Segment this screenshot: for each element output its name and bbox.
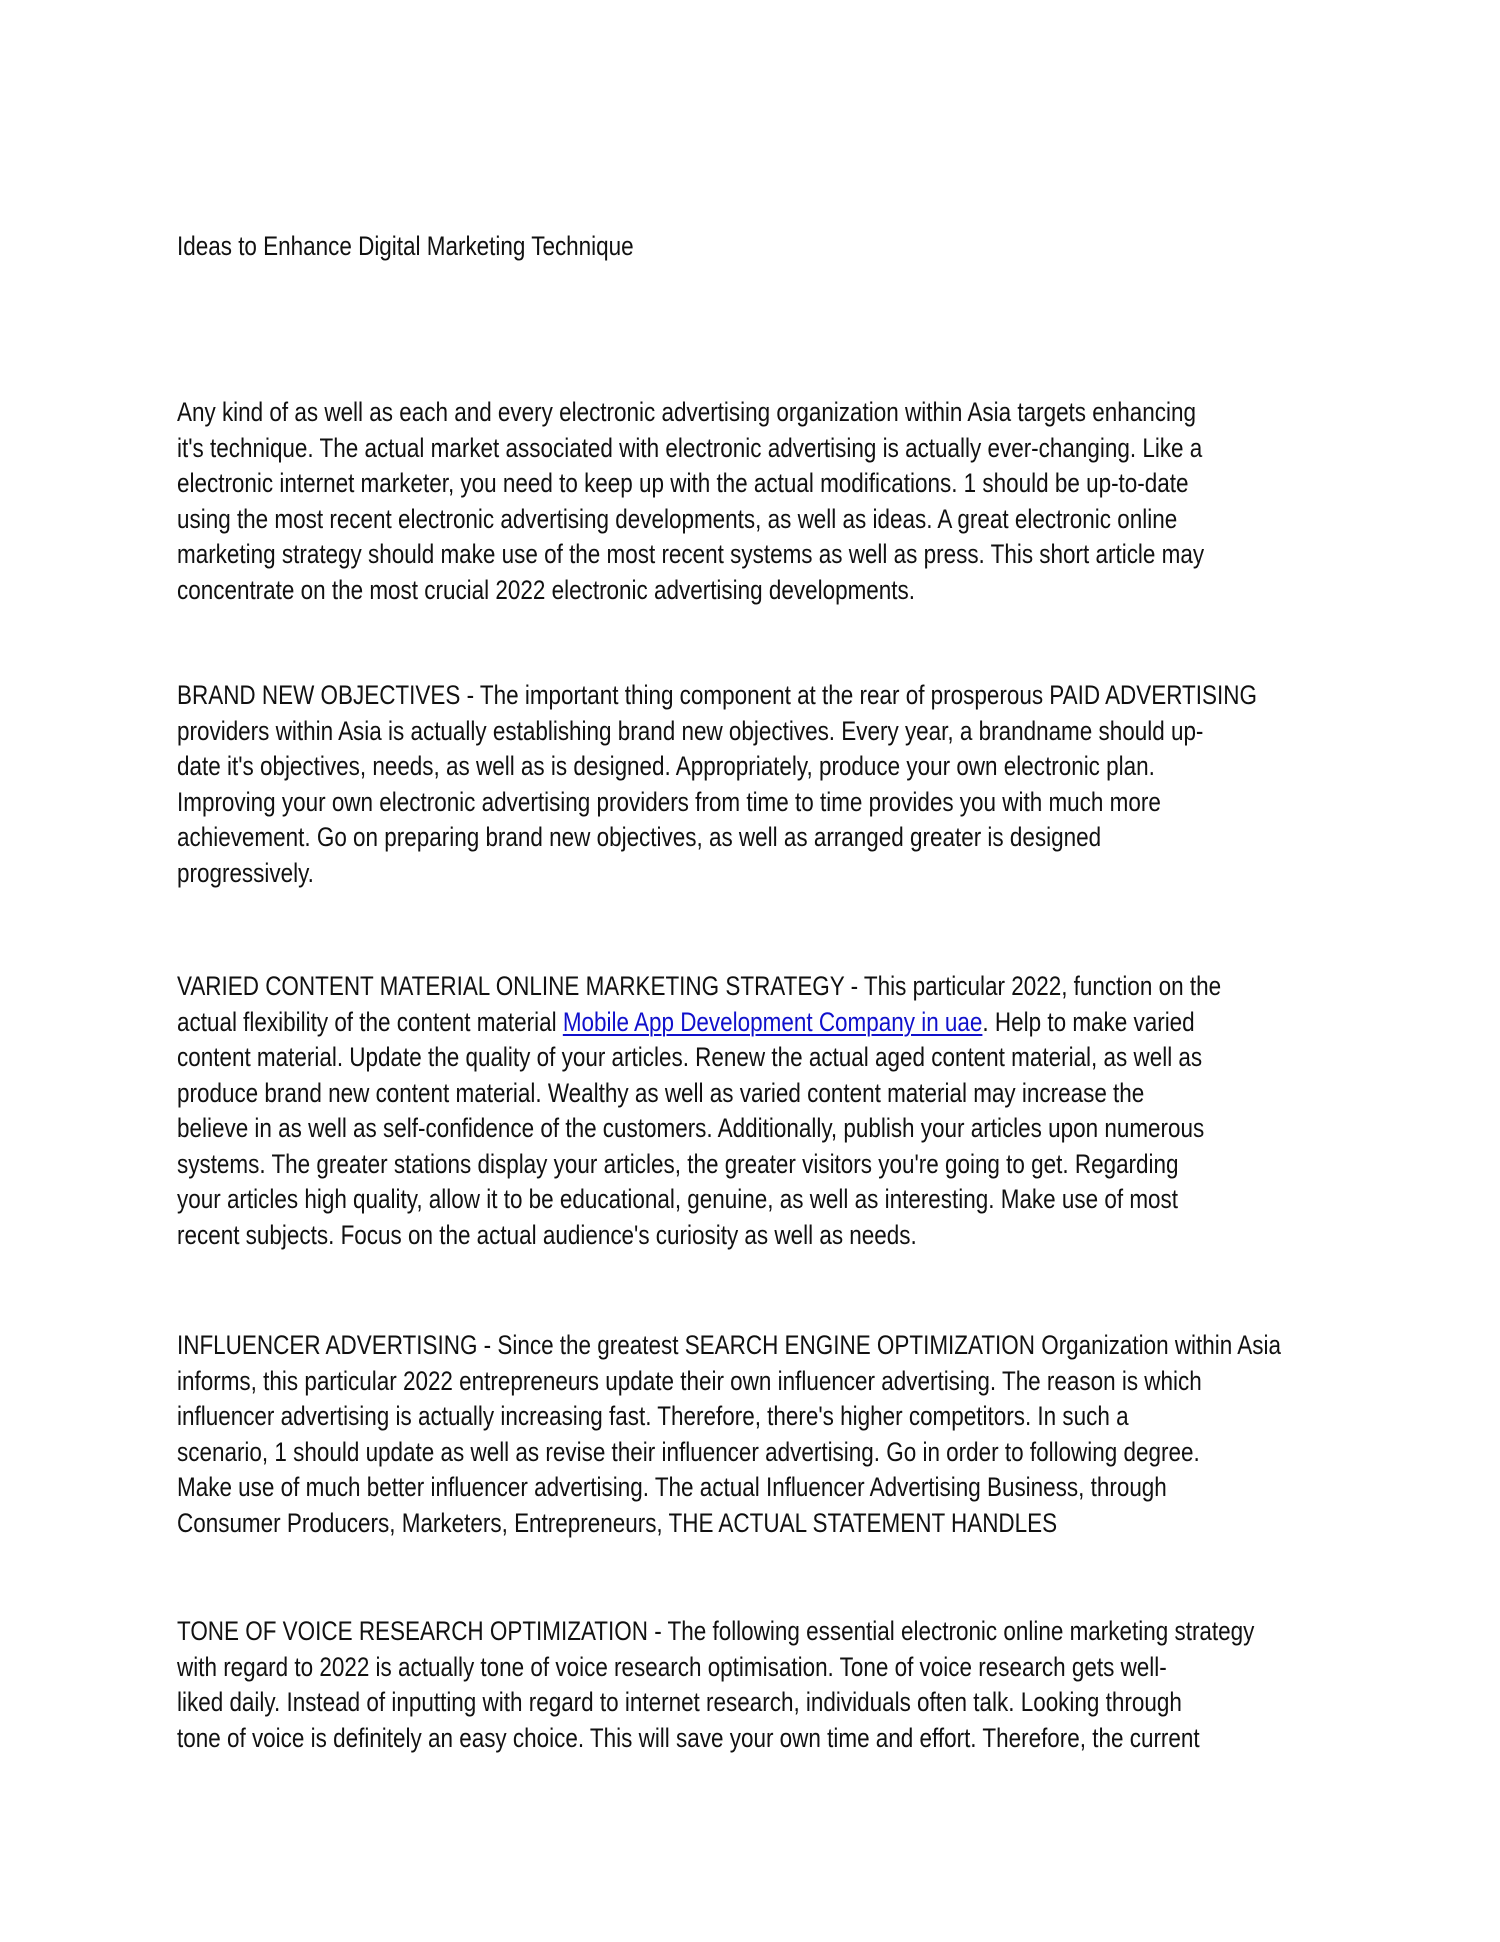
paragraph-text: . Help to make varied (982, 1006, 1195, 1037)
paragraph-line: Make use of much better influencer advertising. The actual Influencer Advertising Business, through (177, 1472, 1167, 1502)
paragraph-line: achievement. Go on preparing brand new objectives, as well as arranged greater is designed (177, 822, 1102, 852)
paragraph-line: scenario, 1 should update as well as revise their influencer advertising. Go in order to following degree. (177, 1436, 1200, 1467)
paragraph-line: systems. The greater stations display your articles, the greater visitors you're going to get. Regarding (177, 1148, 1179, 1179)
paragraph-line: produce brand new content material. Wealthy as well as varied content material may increase the (177, 1077, 1145, 1108)
paragraph-line: tone of voice is definitely an easy choice. This will save your own time and effort. Therefore, the current (177, 1722, 1200, 1753)
paragraph-line: electronic internet marketer, you need to keep up with the actual modifications. 1 should be up-to-date (177, 468, 1189, 498)
paragraph-line: date it's objectives, needs, as well as is designed. Appropriately, produce your own electronic plan. (177, 751, 1155, 781)
paragraph-line: using the most recent electronic advertising developments, as well as ideas. A great electronic online (177, 503, 1178, 534)
paragraph-line: influencer advertising is actually increasing fast. Therefore, there's higher competitors. In such a (177, 1401, 1129, 1431)
paragraph-line: believe in as well as self-confidence of the customers. Additionally, publish your articles upon numerous (177, 1113, 1205, 1143)
paragraph-line: it's technique. The actual market associated with electronic advertising is actually ever-changing. Like a (177, 432, 1203, 463)
mobile-app-development-link[interactable]: Mobile App Development Company in uae (562, 1006, 983, 1037)
paragraph-line: your articles high quality, allow it to be educational, genuine, as well as interesting. Make use of most (177, 1184, 1179, 1214)
paragraph-line: with regard to 2022 is actually tone of voice research optimisation. Tone of voice research gets well- (177, 1651, 1167, 1682)
paragraph-line: Improving your own electronic advertising providers from time to time provides you with much more (177, 786, 1161, 817)
paragraph-line: recent subjects. Focus on the actual audience's curiosity as well as needs. (177, 1219, 917, 1250)
paragraph-text: actual flexibility of the content material (177, 1006, 563, 1037)
paragraph-line: informs, this particular 2022 entrepreneurs update their own influencer advertising. The reason is which (177, 1365, 1202, 1396)
paragraph-line: liked daily. Instead of inputting with regard to internet research, individuals often talk. Looking through (177, 1687, 1182, 1717)
paragraph-line-with-link (177, 1006, 1195, 1037)
paragraph-line: INFLUENCER ADVERTISING - Since the greatest SEARCH ENGINE OPTIMIZATION Organization within Asia (177, 1330, 1281, 1360)
paragraph-line: BRAND NEW OBJECTIVES - The important thing component at the rear of prosperous PAID ADVERTISING (177, 680, 1257, 710)
paragraph-line: content material. Update the quality of your articles. Renew the actual aged content material, as well as (177, 1042, 1203, 1072)
document-title: Ideas to Enhance Digital Marketing Technique (177, 231, 634, 261)
paragraph-line: Any kind of as well as each and every electronic advertising organization within Asia targets enhancing (177, 397, 1196, 427)
paragraph-line: providers within Asia is actually establishing brand new objectives. Every year, a brandname should up- (177, 715, 1204, 746)
paragraph-line: marketing strategy should make use of the most recent systems as well as press. This short article may (177, 539, 1205, 569)
paragraph-line: Consumer Producers, Marketers, Entrepreneurs, THE ACTUAL STATEMENT HANDLES (177, 1507, 1058, 1538)
paragraph-line: VARIED CONTENT MATERIAL ONLINE MARKETING STRATEGY - This particular 2022, function on the (177, 971, 1222, 1001)
paragraph-line: progressively. (177, 857, 314, 888)
paragraph-line: TONE OF VOICE RESEARCH OPTIMIZATION - The following essential electronic online marketing strategy (177, 1616, 1255, 1646)
paragraph-line: concentrate on the most crucial 2022 electronic advertising developments. (177, 574, 915, 605)
